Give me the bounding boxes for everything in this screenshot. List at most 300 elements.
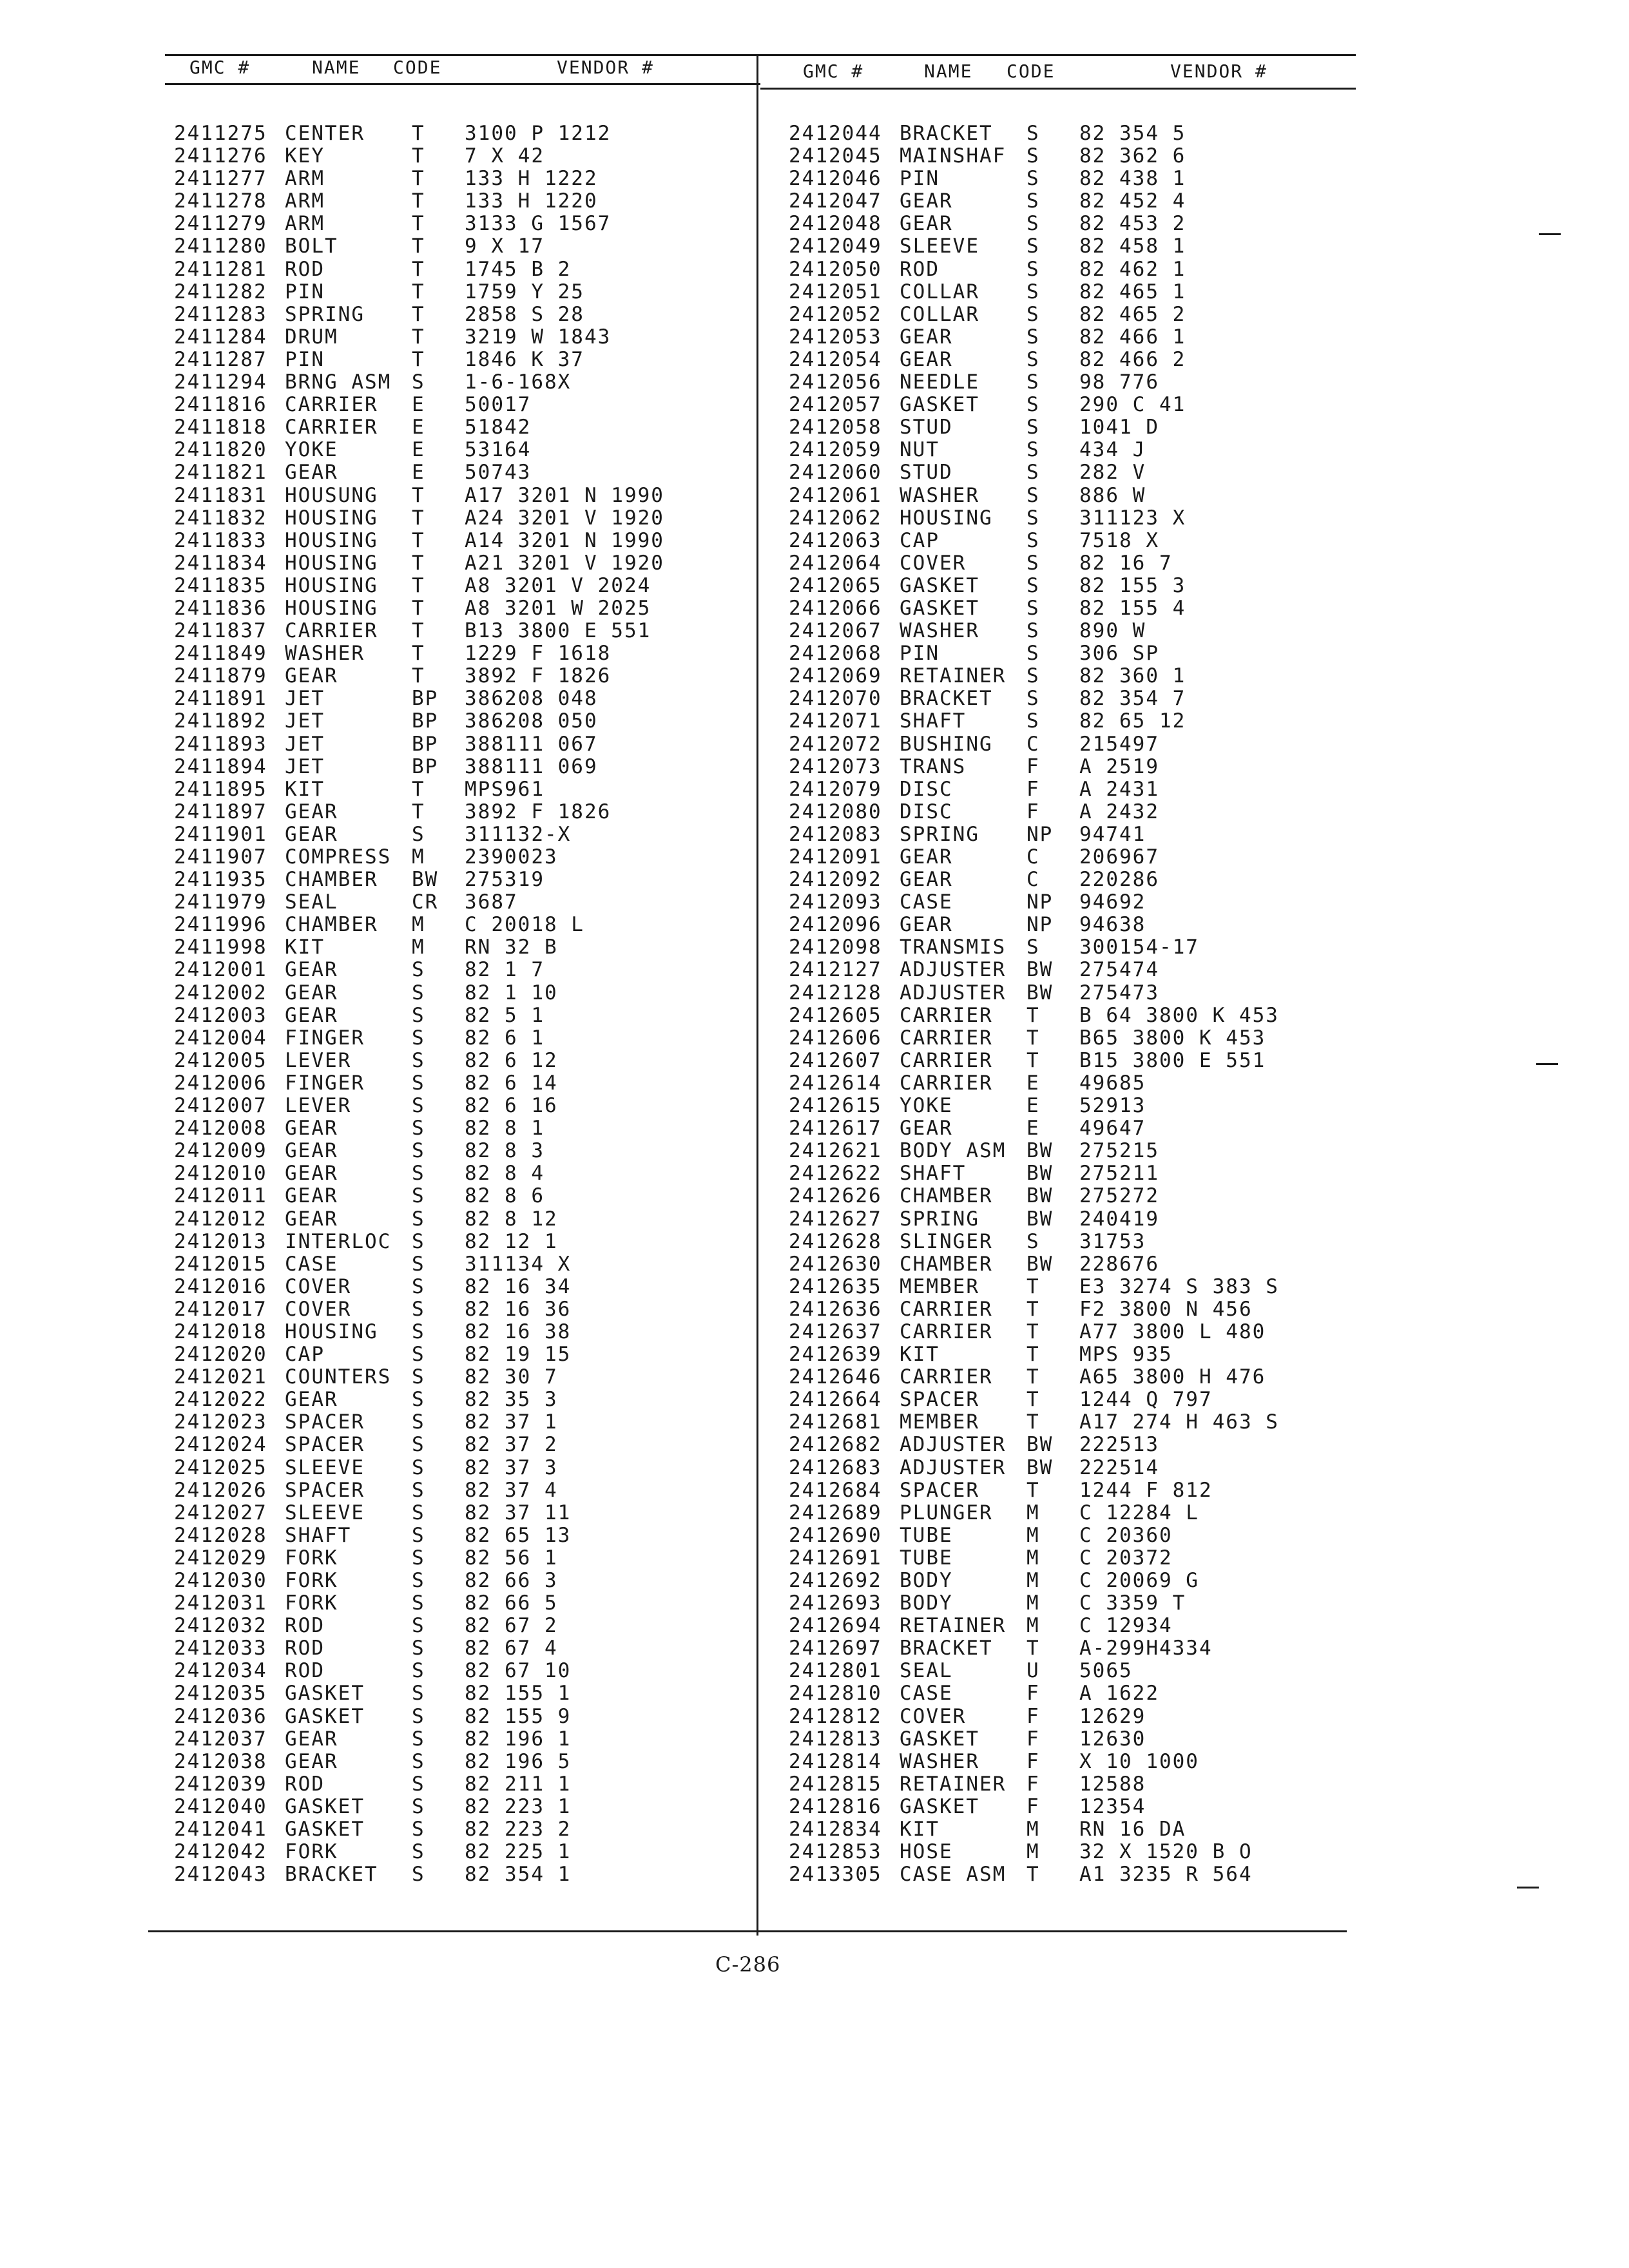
part-code: E	[1027, 1094, 1040, 1118]
part-gmc-number: 2412834	[789, 1818, 882, 1841]
part-code: E	[412, 461, 425, 485]
header-bottom-rule-left	[165, 83, 760, 85]
bottom-rule	[148, 1930, 1347, 1932]
part-gmc-number: 2412605	[789, 1003, 882, 1027]
part-vendor-number: A8 3201 V 2024	[465, 573, 651, 597]
part-name: GEAR	[900, 325, 953, 349]
part-row	[174, 281, 741, 303]
part-code: S	[412, 1297, 425, 1321]
left-header-code: CODE	[393, 57, 442, 78]
part-vendor-number: 82 1 10	[465, 981, 558, 1004]
part-vendor-number: 311134 X	[465, 1252, 572, 1276]
part-vendor-number: 1-6-168X	[465, 370, 572, 394]
part-row	[789, 801, 1356, 823]
part-code: S	[412, 1818, 425, 1841]
part-name: ROD	[285, 257, 325, 281]
part-gmc-number: 2411276	[174, 144, 267, 168]
part-vendor-number: 82 37 4	[465, 1478, 558, 1502]
part-code: U	[1027, 1659, 1040, 1683]
part-row	[174, 1050, 741, 1072]
part-code: T	[412, 167, 425, 191]
part-code: S	[1027, 167, 1040, 191]
part-row	[174, 213, 741, 235]
part-code: S	[412, 958, 425, 982]
part-vendor-number: A 2431	[1079, 777, 1159, 801]
part-name: GEAR	[285, 1162, 338, 1186]
part-name: CARRIER	[900, 1026, 993, 1050]
part-vendor-number: 82 16 7	[1079, 551, 1173, 575]
part-name: GASKET	[285, 1794, 365, 1818]
part-vendor-number: A 1622	[1079, 1682, 1159, 1706]
part-vendor-number: 275474	[1079, 958, 1159, 982]
part-row	[789, 1773, 1356, 1796]
part-vendor-number: 1759 Y 25	[465, 280, 584, 303]
part-code: S	[412, 1863, 425, 1887]
part-gmc-number: 2412016	[174, 1274, 267, 1298]
part-name: ADJUSTER	[900, 981, 1007, 1004]
part-code: E	[412, 393, 425, 417]
part-code: S	[412, 1094, 425, 1118]
part-row	[174, 1796, 741, 1818]
part-name: BUSHING	[900, 732, 993, 756]
part-row	[174, 1479, 741, 1502]
part-name: SHAFT	[285, 1523, 352, 1547]
part-vendor-number: 386208 050	[465, 709, 598, 733]
part-name: SPRING	[285, 302, 365, 326]
part-vendor-number: 12354	[1079, 1794, 1146, 1818]
part-gmc-number: 2411837	[174, 619, 267, 643]
part-vendor-number: RN 32 B	[465, 936, 558, 959]
part-name: KIT	[285, 936, 325, 959]
part-vendor-number: 222513	[1079, 1433, 1159, 1457]
part-gmc-number: 2412026	[174, 1478, 267, 1502]
part-vendor-number: 82 56 1	[465, 1546, 558, 1570]
part-gmc-number: 2412065	[789, 573, 882, 597]
part-name: NUT	[900, 438, 940, 462]
part-gmc-number: 2412615	[789, 1094, 882, 1118]
part-code: S	[1027, 687, 1040, 711]
part-vendor-number: 53164	[465, 438, 532, 462]
part-row	[789, 914, 1356, 936]
part-gmc-number: 2412801	[789, 1659, 882, 1683]
part-code: T	[412, 642, 425, 666]
part-name: GASKET	[285, 1704, 365, 1728]
part-gmc-number: 2411816	[174, 393, 267, 417]
part-gmc-number: 2412044	[789, 122, 882, 145]
part-row	[174, 936, 741, 959]
part-code: T	[412, 777, 425, 801]
part-code: S	[412, 1139, 425, 1163]
part-name: GASKET	[900, 1727, 979, 1751]
part-vendor-number: 82 6 16	[465, 1094, 558, 1118]
part-code: M	[412, 936, 425, 959]
margin-mark	[1517, 1887, 1539, 1888]
part-name: HOUSING	[900, 506, 993, 530]
part-name: ARM	[285, 189, 325, 213]
part-name: ADJUSTER	[900, 1433, 1007, 1457]
part-name: FORK	[285, 1840, 338, 1864]
part-name: COVER	[900, 551, 967, 575]
part-gmc-number: 2411996	[174, 913, 267, 937]
part-code: S	[412, 1749, 425, 1773]
part-name: HOUSUNG	[285, 483, 378, 507]
part-gmc-number: 2412072	[789, 732, 882, 756]
part-gmc-number: 2412635	[789, 1274, 882, 1298]
part-code: T	[1027, 1320, 1040, 1343]
part-row	[174, 349, 741, 371]
part-name: SPRING	[900, 1207, 979, 1231]
part-vendor-number: 1041 D	[1079, 416, 1159, 439]
part-code: T	[1027, 1637, 1040, 1660]
part-row	[174, 1027, 741, 1050]
part-code: S	[412, 1659, 425, 1683]
part-gmc-number: 2412037	[174, 1727, 267, 1751]
part-code: M	[1027, 1840, 1040, 1864]
part-gmc-number: 2412080	[789, 800, 882, 823]
part-row	[789, 1796, 1356, 1818]
part-gmc-number: 2411901	[174, 822, 267, 846]
part-row	[789, 597, 1356, 620]
part-vendor-number: 82 66 3	[465, 1569, 558, 1592]
part-code: S	[412, 1456, 425, 1479]
part-vendor-number: 82 67 2	[465, 1614, 558, 1638]
part-name: LEVER	[285, 1094, 352, 1118]
part-vendor-number: 886 W	[1079, 483, 1146, 507]
part-row	[174, 1615, 741, 1637]
part-vendor-number: 82 12 1	[465, 1229, 558, 1253]
part-gmc-number: 2412617	[789, 1117, 882, 1140]
part-vendor-number: 82 354 1	[465, 1863, 572, 1887]
part-gmc-number: 2412630	[789, 1252, 882, 1276]
part-row	[789, 258, 1356, 281]
part-gmc-number: 2412036	[174, 1704, 267, 1728]
part-row	[789, 1389, 1356, 1411]
part-row	[174, 145, 741, 168]
part-gmc-number: 2411282	[174, 280, 267, 303]
part-row	[174, 982, 741, 1004]
part-gmc-number: 2411831	[174, 483, 267, 507]
part-name: WASHER	[900, 619, 979, 643]
part-code: S	[412, 1727, 425, 1751]
part-code: BP	[412, 709, 439, 733]
part-gmc-number: 2412067	[789, 619, 882, 643]
part-code: F	[1027, 777, 1040, 801]
part-code: S	[412, 1591, 425, 1615]
part-gmc-number: 2412024	[174, 1433, 267, 1457]
part-name: WASHER	[900, 483, 979, 507]
part-vendor-number: 82 67 10	[465, 1659, 572, 1683]
part-name: SHAFT	[900, 1162, 967, 1186]
part-code: T	[412, 573, 425, 597]
part-gmc-number: 2411836	[174, 596, 267, 620]
part-gmc-number: 2412020	[174, 1343, 267, 1367]
part-gmc-number: 2412071	[789, 709, 882, 733]
part-code: M	[1027, 1818, 1040, 1841]
part-row	[789, 1231, 1356, 1253]
part-vendor-number: C 20372	[1079, 1546, 1173, 1570]
part-vendor-number: 82 438 1	[1079, 167, 1186, 191]
part-code: S	[412, 1117, 425, 1140]
part-row	[174, 914, 741, 936]
part-code: T	[412, 347, 425, 371]
part-gmc-number: 2412007	[174, 1094, 267, 1118]
part-row	[789, 1479, 1356, 1502]
part-gmc-number: 2412010	[174, 1162, 267, 1186]
part-gmc-number: 2412057	[789, 393, 882, 417]
part-vendor-number: 133 H 1220	[465, 189, 598, 213]
part-row	[174, 507, 741, 530]
part-gmc-number: 2412083	[789, 822, 882, 846]
part-name: BODY	[900, 1591, 953, 1615]
part-gmc-number: 2412059	[789, 438, 882, 462]
part-code: S	[412, 1546, 425, 1570]
right-header-gmc: GMC #	[803, 61, 864, 82]
left-parts-column	[174, 122, 741, 1886]
part-name: KIT	[900, 1343, 940, 1367]
part-row	[174, 575, 741, 597]
part-name: CHAMBER	[285, 913, 378, 937]
right-header-name: NAME	[924, 61, 973, 82]
part-vendor-number: A1 3235 R 564	[1079, 1863, 1253, 1887]
part-gmc-number: 2412021	[174, 1365, 267, 1389]
part-name: HOUSING	[285, 528, 378, 552]
part-code: E	[412, 438, 425, 462]
part-name: CENTER	[285, 122, 365, 145]
part-vendor-number: 12629	[1079, 1704, 1146, 1728]
part-vendor-number: B 64 3800 K 453	[1079, 1003, 1279, 1027]
part-row	[789, 959, 1356, 981]
part-vendor-number: 82 67 4	[465, 1637, 558, 1660]
part-vendor-number: 3687	[465, 890, 518, 914]
part-name: BODY ASM	[900, 1139, 1007, 1163]
part-row	[789, 1117, 1356, 1140]
part-code: T	[1027, 1274, 1040, 1298]
part-vendor-number: 52913	[1079, 1094, 1146, 1118]
part-name: SHAFT	[900, 709, 967, 733]
part-code: T	[1027, 1026, 1040, 1050]
part-gmc-number: 2412646	[789, 1365, 882, 1389]
part-gmc-number: 2412008	[174, 1117, 267, 1140]
part-name: DISC	[900, 800, 953, 823]
part-row	[789, 530, 1356, 552]
part-row	[174, 1095, 741, 1117]
part-name: SLEEVE	[285, 1501, 365, 1524]
part-code: T	[412, 506, 425, 530]
part-vendor-number: 94692	[1079, 890, 1146, 914]
part-row	[789, 145, 1356, 168]
part-name: CASE	[900, 1682, 953, 1706]
part-code: S	[412, 1048, 425, 1072]
part-gmc-number: 2412006	[174, 1071, 267, 1095]
part-name: GEAR	[285, 822, 338, 846]
part-gmc-number: 2412853	[789, 1840, 882, 1864]
part-code: S	[1027, 642, 1040, 666]
part-row	[174, 1253, 741, 1276]
part-vendor-number: 82 155 9	[465, 1704, 572, 1728]
part-code: F	[1027, 1749, 1040, 1773]
part-name: CARRIER	[900, 1071, 993, 1095]
part-name: ROD	[285, 1614, 325, 1638]
part-gmc-number: 2412040	[174, 1794, 267, 1818]
part-row	[174, 416, 741, 439]
part-name: SEAL	[900, 1659, 953, 1683]
part-code: CR	[412, 890, 439, 914]
part-gmc-number: 2412693	[789, 1591, 882, 1615]
part-code: BW	[1027, 1207, 1054, 1231]
part-vendor-number: MPS 935	[1079, 1343, 1173, 1367]
part-vendor-number: 82 354 7	[1079, 687, 1186, 711]
part-gmc-number: 2412813	[789, 1727, 882, 1751]
part-name: MEMBER	[900, 1274, 979, 1298]
part-vendor-number: 82 196 1	[465, 1727, 572, 1751]
part-code: BW	[1027, 1162, 1054, 1186]
part-row	[789, 846, 1356, 869]
part-gmc-number: 2412047	[789, 189, 882, 213]
part-row	[789, 575, 1356, 597]
part-row	[789, 823, 1356, 846]
part-gmc-number: 2412093	[789, 890, 882, 914]
part-name: LEVER	[285, 1048, 352, 1072]
part-name: WASHER	[285, 642, 365, 666]
part-vendor-number: 82 37 1	[465, 1410, 558, 1434]
part-vendor-number: 5065	[1079, 1659, 1133, 1683]
part-name: GEAR	[285, 958, 338, 982]
part-name: GEAR	[900, 189, 953, 213]
part-code: T	[412, 257, 425, 281]
part-row	[174, 1660, 741, 1682]
part-vendor-number: 300154-17	[1079, 936, 1199, 959]
part-row	[174, 665, 741, 687]
part-name: GEAR	[285, 1117, 338, 1140]
part-vendor-number: 82 155 1	[465, 1682, 572, 1706]
part-row	[174, 1276, 741, 1298]
part-row	[789, 687, 1356, 710]
part-vendor-number: 82 465 2	[1079, 302, 1186, 326]
part-code: S	[412, 1365, 425, 1389]
part-vendor-number: A24 3201 V 1920	[465, 506, 664, 530]
part-row	[789, 1524, 1356, 1547]
part-name: CARRIER	[900, 1320, 993, 1343]
part-name: KIT	[285, 777, 325, 801]
part-gmc-number: 2411281	[174, 257, 267, 281]
part-row	[789, 1682, 1356, 1705]
part-name: SPRING	[900, 822, 979, 846]
part-name: COVER	[285, 1297, 352, 1321]
part-code: M	[1027, 1501, 1040, 1524]
page-number: C-286	[715, 1952, 781, 1977]
part-code: S	[1027, 596, 1040, 620]
part-vendor-number: 386208 048	[465, 687, 598, 711]
part-name: GEAR	[285, 800, 338, 823]
part-gmc-number: 2412030	[174, 1569, 267, 1592]
part-gmc-number: 2412013	[174, 1229, 267, 1253]
part-vendor-number: A 2519	[1079, 754, 1159, 778]
part-gmc-number: 2412079	[789, 777, 882, 801]
part-name: SPACER	[285, 1410, 365, 1434]
part-gmc-number: 2411832	[174, 506, 267, 530]
part-vendor-number: 82 155 3	[1079, 573, 1186, 597]
part-name: GASKET	[285, 1818, 365, 1841]
part-vendor-number: 275215	[1079, 1139, 1159, 1163]
part-gmc-number: 2412096	[789, 913, 882, 937]
part-name: CARRIER	[900, 1365, 993, 1389]
part-name: RETAINER	[900, 1772, 1007, 1796]
part-row	[789, 1343, 1356, 1366]
part-vendor-number: F2 3800 N 456	[1079, 1297, 1253, 1321]
part-gmc-number: 2411894	[174, 754, 267, 778]
part-gmc-number: 2412127	[789, 958, 882, 982]
part-vendor-number: 275272	[1079, 1184, 1159, 1208]
part-code: S	[412, 1682, 425, 1706]
part-row	[174, 122, 741, 145]
part-name: COLLAR	[900, 280, 979, 303]
part-row	[174, 303, 741, 326]
part-row	[174, 1434, 741, 1456]
part-vendor-number: 82 8 12	[465, 1207, 558, 1231]
part-name: GASKET	[285, 1682, 365, 1706]
part-code: T	[412, 596, 425, 620]
part-vendor-number: 3100 P 1212	[465, 122, 612, 145]
part-vendor-number: 228676	[1079, 1252, 1159, 1276]
part-vendor-number: 98 776	[1079, 370, 1159, 394]
part-vendor-number: 282 V	[1079, 461, 1146, 485]
part-gmc-number: 2412034	[174, 1659, 267, 1683]
part-row	[789, 1276, 1356, 1298]
part-row	[174, 846, 741, 869]
part-vendor-number: C 20069 G	[1079, 1569, 1199, 1592]
part-name: GEAR	[900, 347, 953, 371]
part-name: GEAR	[285, 1003, 338, 1027]
part-vendor-number: 49647	[1079, 1117, 1146, 1140]
part-gmc-number: 2412046	[789, 167, 882, 191]
part-gmc-number: 2412691	[789, 1546, 882, 1570]
part-vendor-number: 3892 F 1826	[465, 664, 612, 688]
part-name: ROD	[285, 1637, 325, 1660]
part-name: PIN	[285, 347, 325, 371]
part-name: RETAINER	[900, 664, 1007, 688]
part-name: GASKET	[900, 573, 979, 597]
part-name: HOUSING	[285, 506, 378, 530]
part-row	[174, 801, 741, 823]
part-gmc-number: 2412098	[789, 936, 882, 959]
part-code: F	[1027, 1794, 1040, 1818]
part-vendor-number: B13 3800 E 551	[465, 619, 651, 643]
part-row	[789, 416, 1356, 439]
part-name: KEY	[285, 144, 325, 168]
part-name: ARM	[285, 212, 325, 236]
part-vendor-number: 275211	[1079, 1162, 1159, 1186]
part-gmc-number: 2411280	[174, 235, 267, 258]
part-code: S	[1027, 483, 1040, 507]
part-row	[174, 1117, 741, 1140]
part-vendor-number: 82 465 1	[1079, 280, 1186, 303]
part-name: GEAR	[285, 461, 338, 485]
part-code: F	[1027, 1772, 1040, 1796]
part-row	[174, 1457, 741, 1479]
part-code: BP	[412, 687, 439, 711]
part-name: SPACER	[285, 1478, 365, 1502]
part-vendor-number: 82 1 7	[465, 958, 545, 982]
part-name: DRUM	[285, 325, 338, 349]
part-code: M	[1027, 1591, 1040, 1615]
part-name: GEAR	[285, 1184, 338, 1208]
header-top-rule-left	[165, 54, 760, 56]
part-code: BP	[412, 732, 439, 756]
part-vendor-number: 3133 G 1567	[465, 212, 612, 236]
part-gmc-number: 2411891	[174, 687, 267, 711]
part-row	[174, 1411, 741, 1434]
part-row	[174, 1162, 741, 1185]
